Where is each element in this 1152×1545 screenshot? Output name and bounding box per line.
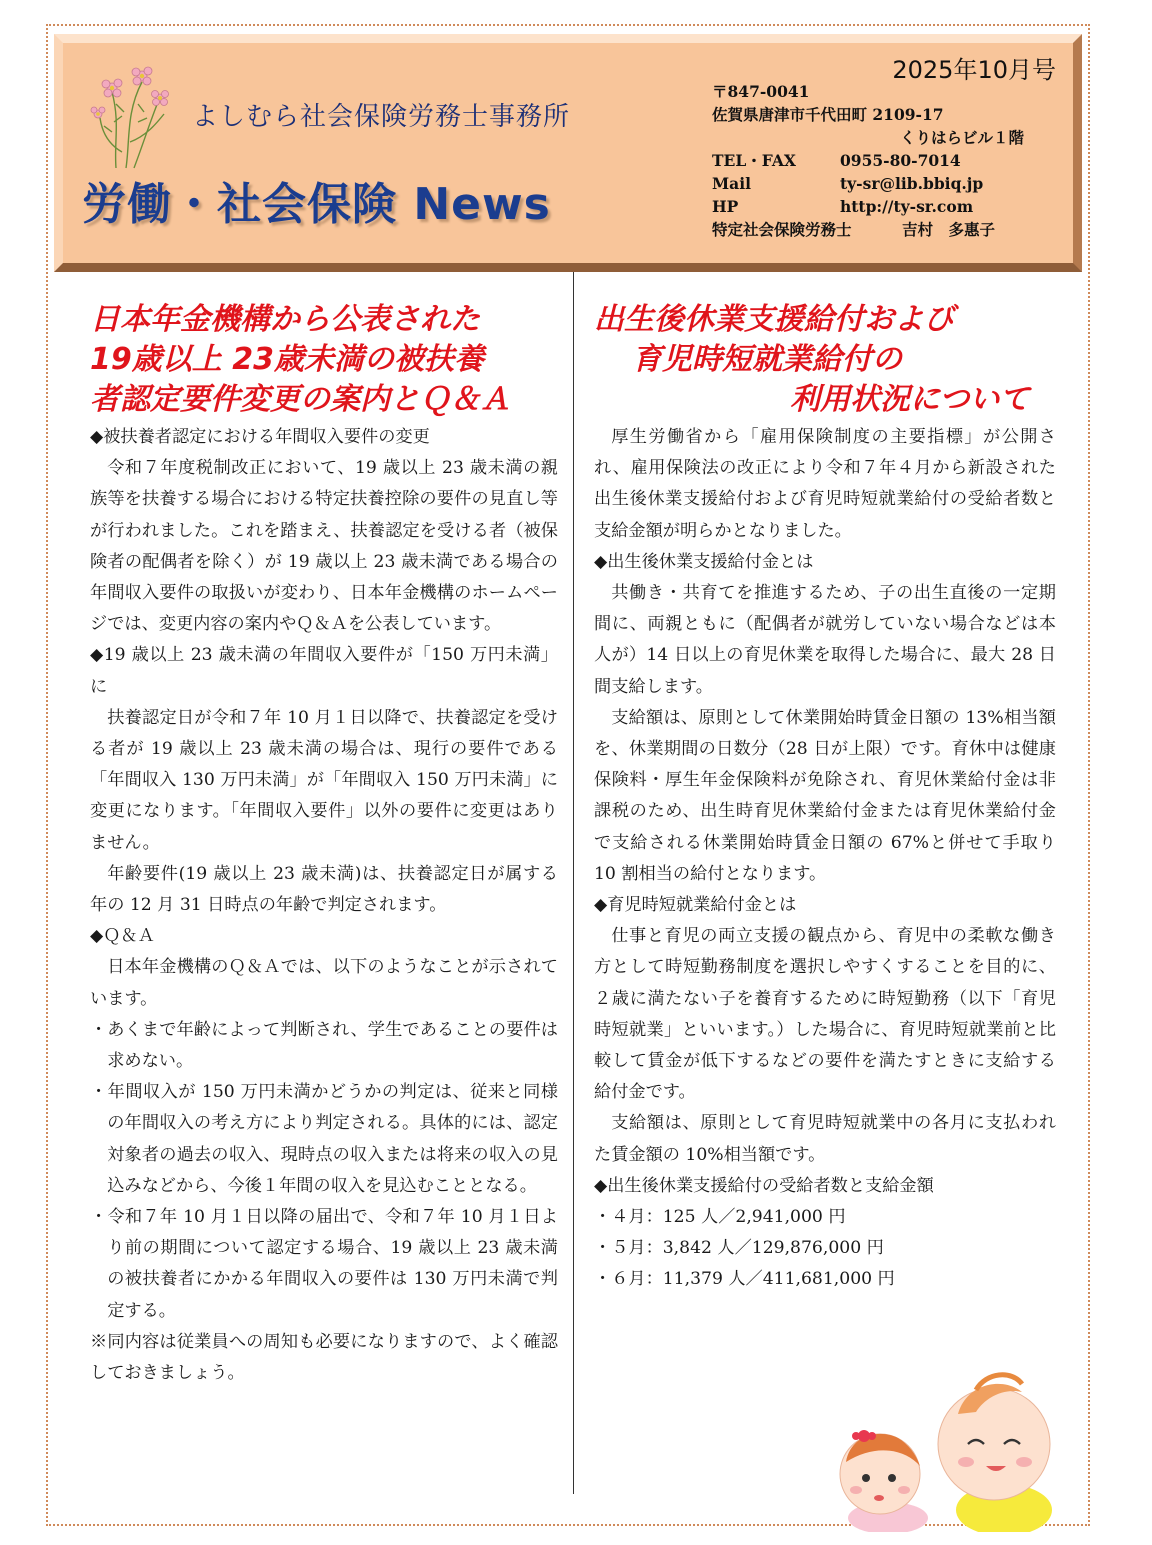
babies-illustration-icon [826, 1362, 1066, 1532]
office-name: よしむら社会保険労務士事務所 [192, 102, 571, 132]
hp-link[interactable]: http://ty-sr.com [840, 197, 974, 216]
list-item: ・令和７年 10 月１日以降の届出で、令和７年 10 月１日より前の期間について認定する場合、19 歳以上 23 歳未満の被扶養者にかかる年間収入の要件は 130 万円未満で判定する。 [90, 1207, 558, 1321]
section-heading: ◆出生後休業支援給付の受給者数と支給金額 [594, 1175, 934, 1196]
section-heading: ◆育児時短就業給付金とは [594, 895, 797, 916]
contact-block [712, 80, 1024, 241]
section-heading: ◆Ｑ＆Ａ [90, 926, 155, 947]
paragraph: 令和７年度税制改正において、19 歳以上 23 歳未満の親族等を扶養する場合における特定扶養控除の要件の見直し等が行われました。これを踏まえ、扶養認定を受ける者（被保険者の配偶者を除く）が 19 歳以上 23 歳未満である場合の年間収入要件の取扱いが変わり、日本年金機構のホームページでは、変更内容の案内やＱ＆Ａを公表しています。 [90, 458, 558, 635]
right-article-body [594, 422, 1056, 1296]
left-article-title: 日本年金機構から公表された 19歳以上 23歳未満の被扶養 者認定要件変更の案内とＱ＆Ａ [90, 302, 510, 417]
stat-row: ・４月：125 人／2,941,000 円 [594, 1207, 846, 1228]
address-line1: 佐賀県唐津市千代田町 2109-17 [712, 105, 944, 124]
paragraph: 扶養認定日が令和７年 10 月１日以降で、扶養認定を受ける者が 19 歳以上 23 歳未満の場合は、現行の要件である「年間収入 130 万円未満」が「年間収入 150 万円未満」に変更になります。「年間収入要件」以外の要件に変更はありません。 [90, 707, 558, 853]
hp-label: HP [712, 197, 739, 216]
list-item: ・年間収入が 150 万円未満かどうかの判定は、従来と同様の年間収入の考え方により判定される。具体的には、認定対象者の過去の収入、現時点の収入または将来の収入の見込みなどから、今後１年間の収入を見込むこととなる。 [90, 1082, 558, 1196]
mail-label: Mail [712, 174, 751, 193]
paragraph: 共働き・共育てを推進するため、子の出生直後の一定期間に、両親ともに（配偶者が就労していない場合などは本人が）14 日以上の育児休業を取得した場合に、最大 28 日間支給します。 [594, 583, 1056, 697]
qualification-label: 特定社会保険労務士 [712, 220, 852, 239]
right-article [594, 300, 1056, 1296]
tel-label: TEL・FAX [712, 151, 796, 170]
stat-row: ・５月：3,842 人／129,876,000 円 [594, 1238, 884, 1259]
note: ※同内容は従業員への周知も必要になりますので、よく確認しておきましょう。 [90, 1331, 558, 1384]
column-divider [573, 272, 574, 1494]
paragraph: 仕事と育児の両立支援の観点から、育児中の柔軟な働き方として時短勤務制度を選択しやすくすることを目的に、２歳に満たない子を養育するために時短勤務（以下「育児時短就業」といいます。）した場合に、育児時短就業前と比較して賃金が低下するなどの要件を満たすときに支給する給付金です。 [594, 926, 1056, 1103]
postal-code: 〒847-0041 [712, 82, 810, 101]
paragraph: 厚生労働省から「雇用保険制度の主要指標」が公開され、雇用保険法の改正により令和７年４月から新設された出生後休業支援給付および育児時短就業給付の受給者数と支給金額が明らかとなりました。 [594, 427, 1056, 541]
stat-row: ・６月：11,379 人／411,681,000 円 [594, 1269, 895, 1290]
mail-value[interactable]: ty-sr@lib.bbiq.jp [840, 174, 984, 193]
left-article [90, 300, 558, 1389]
right-article-title: 出生後休業支援給付および 育児時短就業給付の 利用状況について [594, 302, 1030, 417]
section-heading: ◆出生後休業支援給付金とは [594, 551, 814, 572]
section-heading: ◆被扶養者認定における年間収入要件の変更 [90, 427, 430, 447]
paragraph: 支給額は、原則として休業開始時賃金日額の 13%相当額を、休業期間の日数分（28 日が上限）です。育休中は健康保険料・厚生年金保険料が免除され、育児休業給付金は非課税のため、出生時育児休業給付金または育児休業給付金で支給される休業開始時賃金日額の 67%と併せて手取り 10 割相当の給付となります。 [594, 707, 1056, 884]
tel-value: 0955-80-7014 [840, 151, 961, 170]
issue-label: 2025年10月号 [892, 56, 1056, 84]
paragraph: 年齢要件(19 歳以上 23 歳未満)は、扶養認定日が属する年の 12 月 31 日時点の年齢で判定されます。 [90, 863, 558, 916]
person-name: 吉村 多惠子 [902, 220, 996, 239]
newsletter-title: 労働・社会保険 News [82, 179, 551, 230]
section-heading: ◆19 歳以上 23 歳未満の年間収入要件が「150 万円未満」に [90, 645, 558, 697]
cosmos-flowers-icon [86, 52, 172, 170]
list-item: ・あくまで年齢によって判断され、学生であることの要件は求めない。 [90, 1019, 558, 1072]
address-line2: くりはらビル１階 [900, 128, 1025, 147]
paragraph: 日本年金機構のＱ＆Ａでは、以下のようなことが示されています。 [90, 957, 558, 1009]
paragraph: 支給額は、原則として育児時短就業中の各月に支払われた賃金額の 10%相当額です。 [594, 1113, 1056, 1165]
left-article-body [90, 422, 558, 1389]
